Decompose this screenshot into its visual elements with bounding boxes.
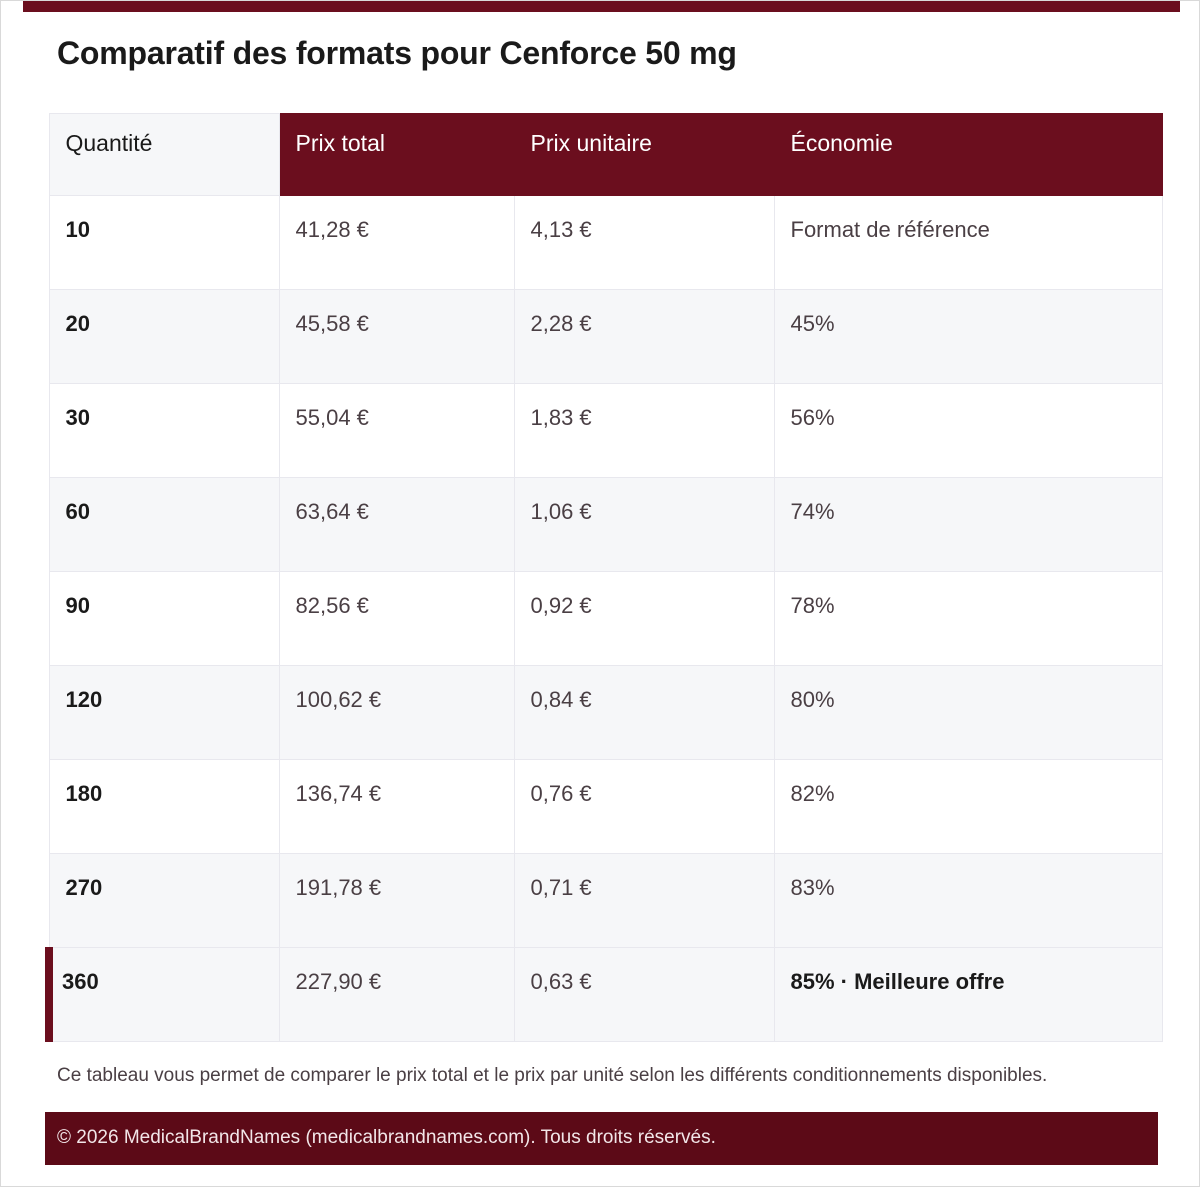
- table-row-best-offer: [49, 948, 1162, 1042]
- top-accent-bar: [23, 1, 1180, 12]
- cell-saving: 56%: [774, 384, 1162, 478]
- cell-quantity: 120: [49, 666, 279, 760]
- cell-saving: 45%: [774, 290, 1162, 384]
- header-unit-price: Prix unitaire: [514, 114, 774, 196]
- cell-unit-price: 0,71 €: [514, 854, 774, 948]
- cell-saving: Format de référence: [774, 196, 1162, 290]
- cell-saving-best-offer: 85% · Meilleure offre: [774, 948, 1162, 1042]
- cell-unit-price: 0,84 €: [514, 666, 774, 760]
- cell-quantity: 60: [49, 478, 279, 572]
- cell-saving: 83%: [774, 854, 1162, 948]
- cell-total-price: 63,64 €: [279, 478, 514, 572]
- cell-unit-price: 4,13 €: [514, 196, 774, 290]
- cell-quantity: 10: [49, 196, 279, 290]
- cell-quantity: 180: [49, 760, 279, 854]
- cell-unit-price: 2,28 €: [514, 290, 774, 384]
- cell-saving: 74%: [774, 478, 1162, 572]
- page-title: Comparatif des formats pour Cenforce 50 mg: [57, 35, 737, 71]
- header-total-price: Prix total: [279, 114, 514, 196]
- cell-saving: 80%: [774, 666, 1162, 760]
- cell-total-price: 82,56 €: [279, 572, 514, 666]
- table-row: [49, 196, 1162, 290]
- cell-quantity: 270: [49, 854, 279, 948]
- cell-unit-price: 0,63 €: [514, 948, 774, 1042]
- cell-quantity: 360: [49, 948, 279, 1042]
- cell-saving: 82%: [774, 760, 1162, 854]
- cell-quantity: 20: [49, 290, 279, 384]
- cell-total-price: 45,58 €: [279, 290, 514, 384]
- cell-total-price: 41,28 €: [279, 196, 514, 290]
- cell-unit-price: 0,92 €: [514, 572, 774, 666]
- table-row: [49, 478, 1162, 572]
- table-header-row: [49, 114, 1162, 196]
- footer-copyright: © 2026 MedicalBrandNames (medicalbrandnames.com). Tous droits réservés.: [45, 1112, 1158, 1165]
- cell-quantity: 90: [49, 572, 279, 666]
- price-comparison-table: [45, 113, 1163, 1042]
- header-saving: Économie: [774, 114, 1162, 196]
- table-row: [49, 290, 1162, 384]
- cell-saving: 78%: [774, 572, 1162, 666]
- cell-unit-price: 0,76 €: [514, 760, 774, 854]
- header-quantity: Quantité: [49, 114, 279, 196]
- table-row: [49, 666, 1162, 760]
- table-row: [49, 760, 1162, 854]
- cell-total-price: 100,62 €: [279, 666, 514, 760]
- cell-total-price: 136,74 €: [279, 760, 514, 854]
- table-row: [49, 854, 1162, 948]
- cell-unit-price: 1,83 €: [514, 384, 774, 478]
- cell-total-price: 227,90 €: [279, 948, 514, 1042]
- table-note: Ce tableau vous permet de comparer le prix total et le prix par unité selon les différents conditionnements disponibles.: [57, 1065, 1048, 1086]
- cell-total-price: 191,78 €: [279, 854, 514, 948]
- table-row: [49, 572, 1162, 666]
- cell-unit-price: 1,06 €: [514, 478, 774, 572]
- cell-total-price: 55,04 €: [279, 384, 514, 478]
- cell-quantity: 30: [49, 384, 279, 478]
- table-row: [49, 384, 1162, 478]
